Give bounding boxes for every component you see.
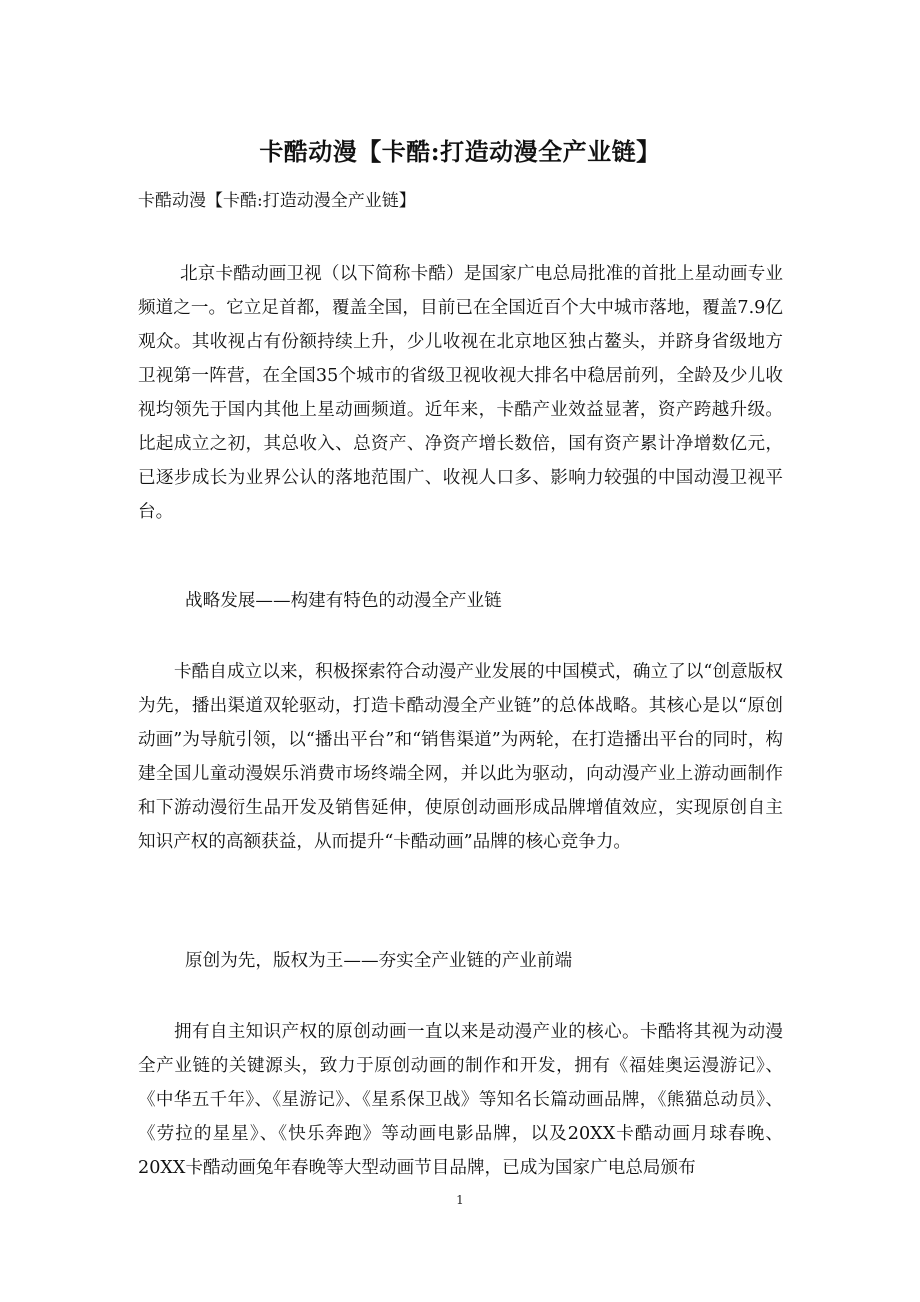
section-heading-strategy: 战略发展——构建有特色的动漫全产业链 [185, 591, 502, 611]
page-number: 1 [456, 1193, 464, 1207]
paragraph-strategy: 卡酷自成立以来，积极探索符合动漫产业发展的中国模式，确立了以“创意版权为先，播出渠道双轮驱动，打造卡酷动漫全产业链”的总体战略。其核心是以“原创动画”为导航引领，以“播出平台”和“销售渠道”为两轮，在打造播出平台的同时，构建全国儿童动漫娱乐消费市场终端全网，并以此为驱动，向动漫产业上游动画制作和下游动漫衍生品开发及销售延伸，使原创动画形成品牌增值效应，实现原创自主知识产权的高额获益，从而提升“卡酷动画”品牌的核心竞争力。 [138, 662, 783, 852]
paragraph-intro: 北京卡酷动画卫视（以下简称卡酷）是国家广电总局批准的首批上星动画专业频道之一。它立足首都，覆盖全国，目前已在全国近百个大中城市落地，覆盖7.9亿观众。其收视占有份额持续上升，少儿收视在北京地区独占鳌头，并跻身省级地方卫视第一阵营，在全国35个城市的省级卫视收视大排名中稳居前列，全龄及少儿收视均领先于国内其他上星动画频道。近年来，卡酷产业效益显著，资产跨越升级。比起成立之初，其总收入、总资产、净资产增长数倍，国有资产累计净增数亿元，已逐步成长为业界公认的落地范围广、收视人口多、影响力较强的中国动漫卫视平台。 [138, 264, 783, 522]
paragraph-original: 拥有自主知识产权的原创动画一直以来是动漫产业的核心。卡酷将其视为动漫全产业链的关键源头，致力于原创动画的制作和开发，拥有《福娃奥运漫游记》、《中华五千年》、《星游记》、《星系保卫战》等知名长篇动画品牌，《熊猫总动员》、《劳拉的星星》、《快乐奔跑》等动画电影品牌，以及20XX卡酷动画月球春晚、20XX卡酷动画兔年春晚等大型动画节目品牌，已成为国家广电总局颁布 [138, 1022, 783, 1178]
document-subtitle: 卡酷动漫【卡酷:打造动漫全产业链】 [138, 191, 416, 211]
section-heading-original: 原创为先，版权为王——夯实全产业链的产业前端 [185, 951, 573, 971]
document-title: 卡酷动漫【卡酷:打造动漫全产业链】 [259, 137, 661, 166]
